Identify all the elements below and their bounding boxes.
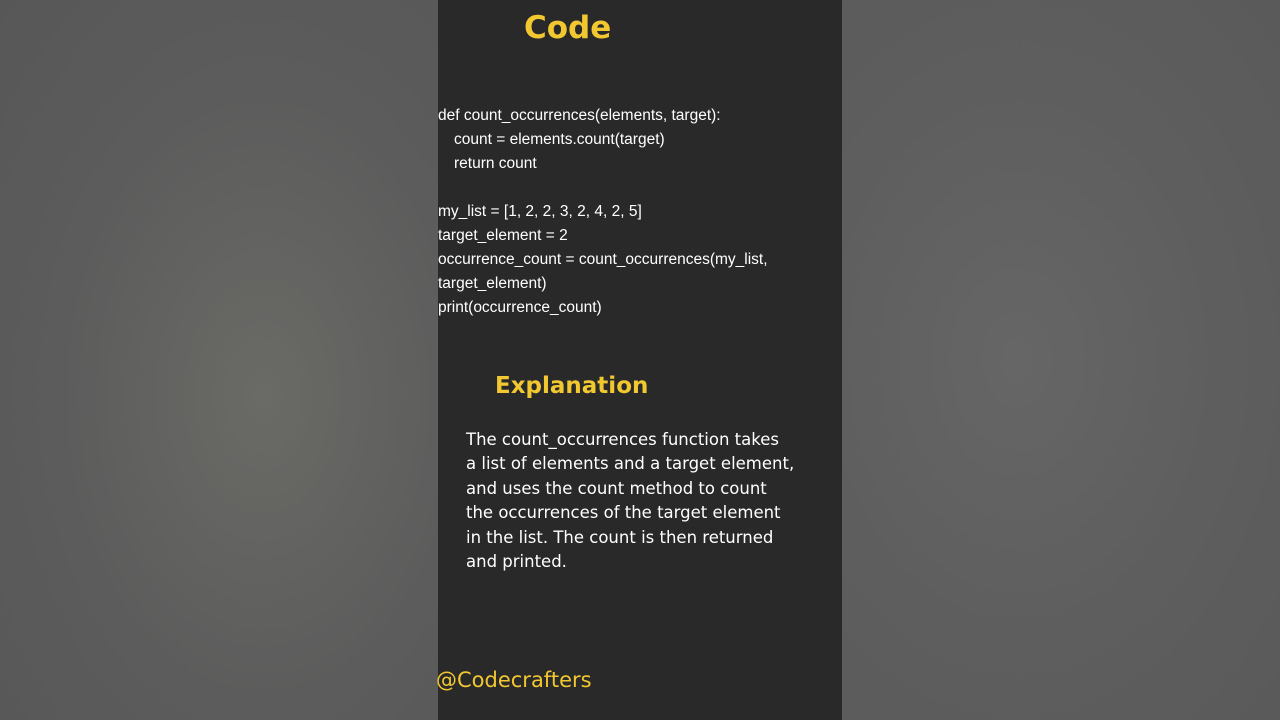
code-heading: Code	[524, 10, 612, 46]
right-blurred-background	[842, 0, 1280, 720]
content-panel	[438, 0, 842, 720]
channel-handle: @Codecrafters	[436, 668, 592, 692]
explanation-line: in the list. The count is then returned	[466, 527, 774, 547]
code-line: print(occurrence_count)	[438, 299, 602, 316]
code-line: my_list = [1, 2, 2, 3, 2, 4, 2, 5]	[438, 203, 642, 220]
explanation-line: and uses the count method to count	[466, 478, 767, 498]
code-line: return count	[454, 155, 537, 172]
code-line: def count_occurrences(elements, target):	[438, 107, 721, 124]
code-line: count = elements.count(target)	[454, 131, 665, 148]
explanation-paragraph	[466, 428, 816, 574]
code-line: occurrence_count = count_occurrences(my_list,	[438, 251, 768, 268]
code-line: target_element = 2	[438, 227, 568, 244]
code-blank-line	[438, 176, 768, 200]
left-blurred-background	[0, 0, 438, 720]
explanation-heading: Explanation	[495, 373, 649, 399]
code-block	[438, 104, 768, 320]
explanation-line: The count_occurrences function takes	[466, 430, 779, 449]
explanation-line: a list of elements and a target element,	[466, 454, 795, 474]
explanation-line: and printed.	[466, 551, 567, 571]
explanation-line: the occurrences of the target element	[466, 503, 781, 523]
code-line: target_element)	[438, 275, 547, 292]
